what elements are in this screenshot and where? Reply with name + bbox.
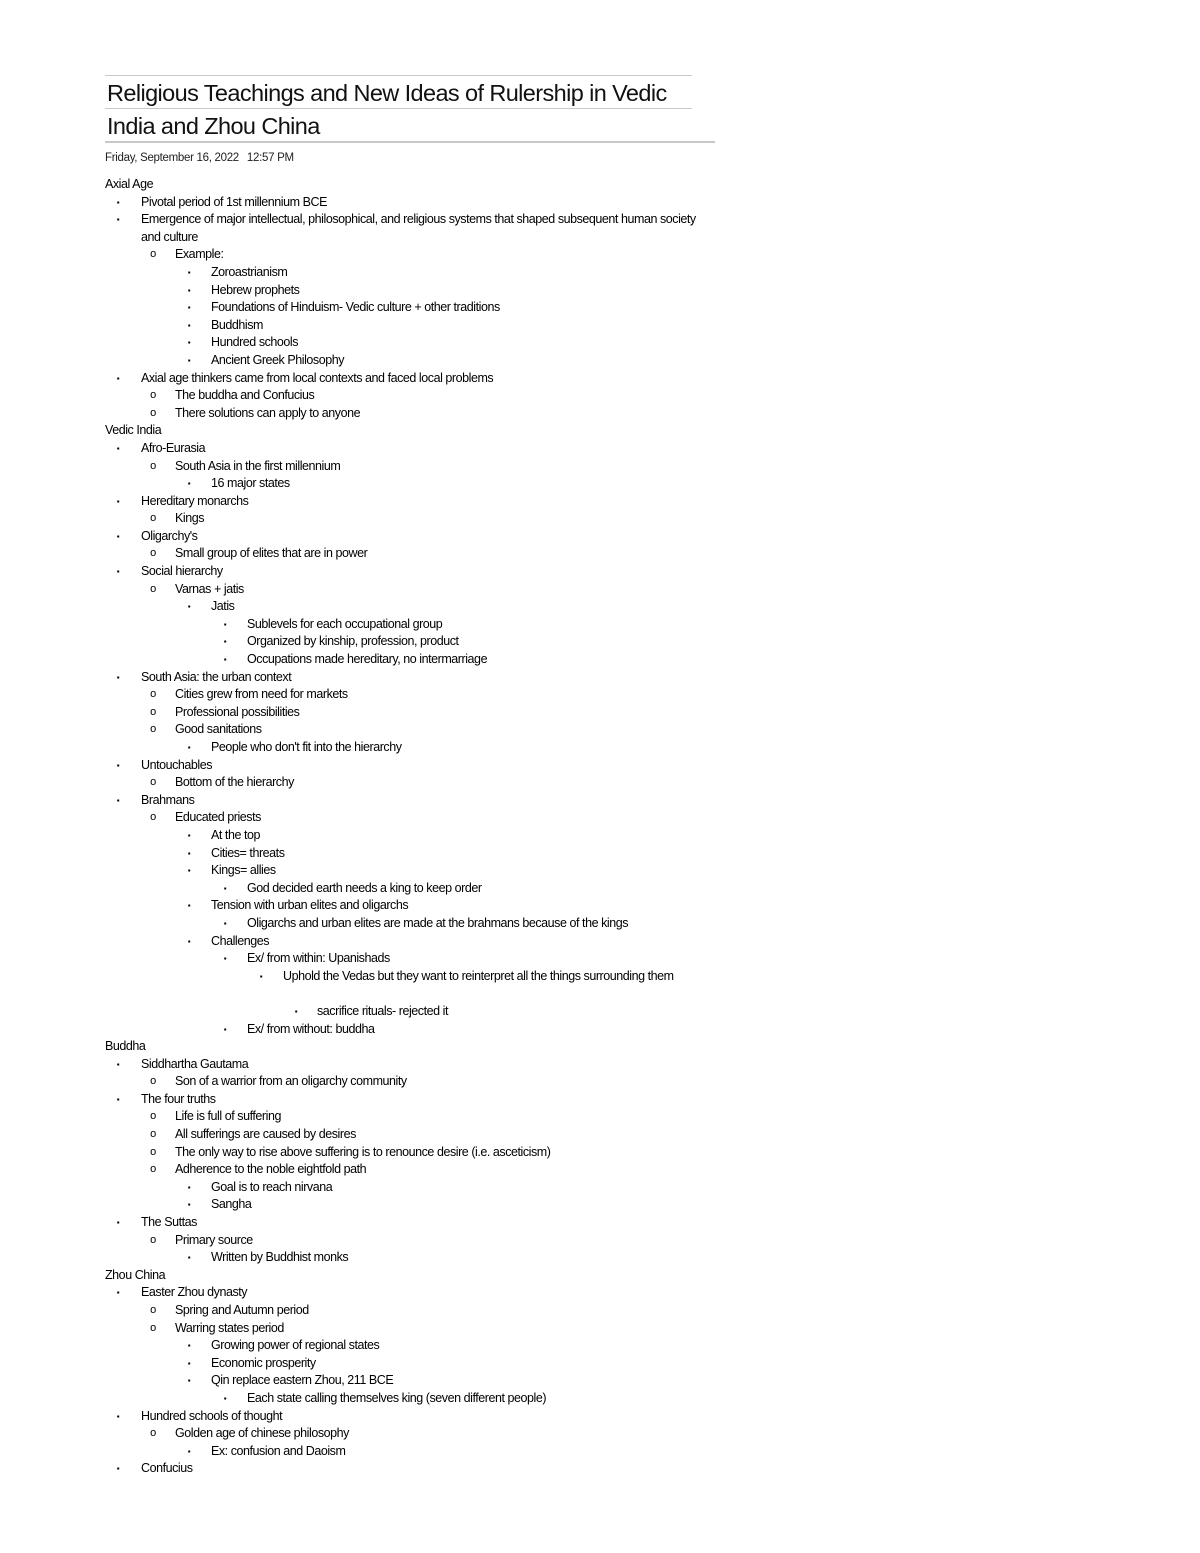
list-item-text: Buddhism <box>211 317 263 332</box>
list-item-text: Uphold the Vedas but they want to reinterpret all the things surrounding them <box>283 968 674 983</box>
list-item[interactable] <box>0 827 1200 845</box>
list-item[interactable] <box>0 510 1200 528</box>
list-item[interactable] <box>0 264 1200 282</box>
list-item[interactable] <box>0 1408 1200 1426</box>
square-bullet-icon: ▪ <box>223 1393 227 1403</box>
note-outline[interactable] <box>0 176 1200 1478</box>
list-item-text: Foundations of Hinduism- Vedic culture + other traditions <box>211 300 500 315</box>
list-item-text: Zoroastrianism <box>211 264 288 279</box>
square-bullet-icon: ▪ <box>187 1182 191 1192</box>
list-item-text: Afro-Eurasia <box>141 440 206 455</box>
note-time: 12:57 PM <box>246 152 294 164</box>
square-bullet-icon: ▪ <box>116 1059 120 1069</box>
list-item[interactable] <box>0 633 1200 651</box>
circle-bullet-icon: o <box>150 1110 156 1123</box>
list-item-text: Ex/ from within: Upanishads <box>247 951 390 966</box>
list-item-text: Example: <box>175 247 224 262</box>
list-item-text: Golden age of chinese philosophy <box>175 1426 349 1441</box>
square-bullet-icon: ▪ <box>187 830 191 840</box>
list-item-text: The four truths <box>141 1091 216 1106</box>
square-bullet-icon: ▪ <box>187 355 191 365</box>
square-bullet-icon: ▪ <box>116 672 120 682</box>
square-bullet-icon: ▪ <box>223 619 227 629</box>
square-bullet-icon: ▪ <box>223 954 227 964</box>
list-item-text: The Suttas <box>141 1215 197 1230</box>
square-bullet-icon: ▪ <box>187 848 191 858</box>
list-item[interactable] <box>0 704 1200 722</box>
list-item-text: Social hierarchy <box>141 564 223 579</box>
section-heading[interactable] <box>0 422 1200 440</box>
list-item[interactable] <box>0 1021 1200 1039</box>
note-title-line-2[interactable]: India and Zhou China <box>107 113 320 139</box>
circle-bullet-icon: o <box>150 547 156 560</box>
list-item-text: Hebrew prophets <box>211 282 300 297</box>
list-item-text: Primary source <box>175 1232 253 1247</box>
circle-bullet-icon: o <box>150 1075 156 1088</box>
list-item-text: Professional possibilities <box>175 704 300 719</box>
list-item-text: Ex: confusion and Daoism <box>211 1443 346 1458</box>
list-item-text: Life is full of suffering <box>175 1109 281 1124</box>
circle-bullet-icon: o <box>150 688 156 701</box>
list-item[interactable] <box>0 721 1200 739</box>
square-bullet-icon: ▪ <box>116 373 120 383</box>
list-item[interactable] <box>0 686 1200 704</box>
list-item[interactable] <box>0 669 1200 687</box>
square-bullet-icon: ▪ <box>187 303 191 313</box>
list-item-text: Written by Buddhist monks <box>211 1250 349 1265</box>
circle-bullet-icon: o <box>150 1163 156 1176</box>
square-bullet-icon: ▪ <box>187 936 191 946</box>
list-item-text: Goal is to reach nirvana <box>211 1179 333 1194</box>
list-item[interactable] <box>0 1425 1200 1443</box>
list-item[interactable] <box>0 1126 1200 1144</box>
square-bullet-icon: ▪ <box>187 1376 191 1386</box>
list-item[interactable] <box>0 581 1200 599</box>
circle-bullet-icon: o <box>150 389 156 402</box>
list-item[interactable] <box>0 282 1200 300</box>
square-bullet-icon: ▪ <box>187 866 191 876</box>
square-bullet-icon: ▪ <box>116 531 120 541</box>
list-item-text: South Asia in the first millennium <box>175 458 341 473</box>
circle-bullet-icon: o <box>150 705 156 718</box>
list-item[interactable] <box>0 493 1200 511</box>
list-item[interactable] <box>0 1091 1200 1109</box>
square-bullet-icon: ▪ <box>116 1218 120 1228</box>
list-item-text: Good sanitations <box>175 722 262 737</box>
list-item-text: Adherence to the noble eightfold path <box>175 1162 367 1177</box>
circle-bullet-icon: o <box>150 1304 156 1316</box>
list-item-text: Cities= threats <box>211 845 285 860</box>
square-bullet-icon: ▪ <box>223 883 227 893</box>
square-bullet-icon: ▪ <box>116 760 120 770</box>
list-item[interactable] <box>0 405 1200 423</box>
title-divider <box>105 141 715 143</box>
list-item-text: The buddha and Confucius <box>175 388 315 403</box>
list-item[interactable] <box>0 563 1200 581</box>
list-item[interactable] <box>0 897 1200 915</box>
list-item[interactable] <box>0 1056 1200 1074</box>
square-bullet-icon: ▪ <box>116 443 120 453</box>
note-timestamp <box>105 152 294 164</box>
list-item-text: South Asia: the urban context <box>141 669 292 684</box>
list-item[interactable] <box>0 1249 1200 1267</box>
square-bullet-icon: ▪ <box>187 901 191 911</box>
square-bullet-icon: ▪ <box>187 1358 191 1368</box>
list-item-text: Untouchables <box>141 757 213 772</box>
list-item-text: Ancient Greek Philosophy <box>211 352 345 367</box>
list-item[interactable] <box>0 317 1200 335</box>
list-item[interactable] <box>0 1355 1200 1373</box>
list-item[interactable] <box>0 1196 1200 1214</box>
list-item[interactable] <box>0 1390 1200 1408</box>
list-item-text: At the top <box>211 827 261 842</box>
square-bullet-icon: ▪ <box>259 971 263 981</box>
list-item[interactable] <box>0 1443 1200 1461</box>
list-item[interactable] <box>0 598 1200 616</box>
list-item[interactable] <box>0 1372 1200 1390</box>
square-bullet-icon: ▪ <box>187 602 191 612</box>
list-item[interactable] <box>0 862 1200 880</box>
list-item[interactable] <box>0 1232 1200 1250</box>
list-item[interactable] <box>0 1144 1200 1162</box>
square-bullet-icon: ▪ <box>187 1341 191 1351</box>
list-item[interactable] <box>0 757 1200 775</box>
list-item[interactable] <box>0 915 1200 933</box>
section-heading[interactable] <box>0 1038 1200 1056</box>
square-bullet-icon: ▪ <box>187 267 191 277</box>
circle-bullet-icon: o <box>150 582 156 595</box>
list-item[interactable] <box>0 1179 1200 1197</box>
list-item[interactable] <box>0 545 1200 563</box>
list-item-text: All sufferings are caused by desires <box>175 1127 356 1142</box>
list-item[interactable] <box>0 651 1200 669</box>
list-item-text: Educated priests <box>175 810 261 825</box>
list-item[interactable] <box>0 299 1200 317</box>
list-item-text: Occupations made hereditary, no intermarriage <box>247 652 488 667</box>
list-item[interactable] <box>0 1073 1200 1091</box>
list-item-text: Pivotal period of 1st millennium BCE <box>141 194 327 209</box>
list-item-text: Hereditary monarchs <box>141 493 249 508</box>
list-item-text: Qin replace eastern Zhou, 211 BCE <box>211 1373 394 1388</box>
list-item-text: Spring and Autumn period <box>175 1303 309 1317</box>
list-item[interactable] <box>0 1214 1200 1232</box>
square-bullet-icon: ▪ <box>116 1094 120 1104</box>
square-bullet-icon: ▪ <box>187 338 191 348</box>
list-item-text: Cities grew from need for markets <box>175 687 348 702</box>
square-bullet-icon: ▪ <box>187 320 191 330</box>
list-item[interactable] <box>0 809 1200 827</box>
note-date: Friday, September 16, 2022 <box>105 152 239 164</box>
list-item-text: Growing power of regional states <box>211 1338 380 1353</box>
list-item-text: Challenges <box>211 933 270 948</box>
section-heading[interactable] <box>0 176 1200 194</box>
list-item-text: Oligarchy's <box>141 528 198 543</box>
list-item-text: 16 major states <box>211 476 290 491</box>
list-item-text: Kings= allies <box>211 863 276 878</box>
list-item-text: Small group of elites that are in power <box>175 546 368 561</box>
list-item-text: Each state calling themselves king (seven different people) <box>247 1390 547 1405</box>
circle-bullet-icon: o <box>150 512 156 525</box>
list-item-text: Brahmans <box>141 792 195 807</box>
list-item-text: The only way to rise above suffering is to renounce desire (i.e. asceticism) <box>175 1144 551 1159</box>
list-item-text: Organized by kinship, profession, product <box>247 634 459 649</box>
list-item[interactable] <box>0 880 1200 898</box>
square-bullet-icon: ▪ <box>116 1464 120 1474</box>
section-heading-text: Vedic India <box>105 423 162 438</box>
list-item-text: Bottom of the hierarchy <box>175 775 294 790</box>
square-bullet-icon: ▪ <box>116 496 120 506</box>
list-item[interactable] <box>0 774 1200 792</box>
list-item[interactable] <box>0 370 1200 388</box>
list-item[interactable] <box>0 475 1200 493</box>
list-item[interactable] <box>0 211 1200 246</box>
square-bullet-icon: ▪ <box>187 743 191 752</box>
square-bullet-icon: ▪ <box>223 1024 227 1034</box>
list-item-text: Warring states period <box>175 1320 284 1335</box>
list-item[interactable] <box>0 933 1200 951</box>
list-item[interactable] <box>0 1284 1200 1302</box>
list-item-text: Hundred schools <box>211 335 299 350</box>
list-item[interactable] <box>0 334 1200 352</box>
square-bullet-icon: ▪ <box>187 1253 191 1263</box>
list-item-text: Confucius <box>141 1461 193 1476</box>
list-item-text: Easter Zhou dynasty <box>141 1285 248 1300</box>
circle-bullet-icon: o <box>150 1145 156 1158</box>
list-item[interactable] <box>0 1460 1200 1478</box>
square-bullet-icon: ▪ <box>294 1006 298 1016</box>
circle-bullet-icon: o <box>150 723 156 736</box>
list-item[interactable] <box>0 739 1200 757</box>
list-item[interactable] <box>0 440 1200 458</box>
list-item-text: People who don't fit into the hierarchy <box>211 740 402 754</box>
list-item-text: Oligarchs and urban elites are made at the brahmans because of the kings <box>247 915 629 930</box>
square-bullet-icon: ▪ <box>223 655 227 665</box>
title-divider <box>105 108 692 109</box>
section-heading[interactable] <box>0 1267 1200 1285</box>
list-item[interactable] <box>0 1003 1200 1021</box>
list-item[interactable] <box>0 246 1200 264</box>
list-item[interactable] <box>0 1302 1200 1320</box>
list-item[interactable] <box>0 950 1200 968</box>
list-item-text: Siddhartha Gautama <box>141 1056 249 1071</box>
square-bullet-icon: ▪ <box>187 1200 191 1210</box>
list-item[interactable] <box>0 1320 1200 1338</box>
square-bullet-icon: ▪ <box>116 215 120 225</box>
title-divider <box>105 75 692 76</box>
square-bullet-icon: ▪ <box>187 479 191 489</box>
circle-bullet-icon: o <box>150 811 156 824</box>
list-item[interactable] <box>0 968 1200 1003</box>
list-item-text: Economic prosperity <box>211 1355 316 1370</box>
list-item[interactable] <box>0 1337 1200 1355</box>
section-heading-text: Axial Age <box>105 177 154 191</box>
square-bullet-icon: ▪ <box>187 285 191 295</box>
circle-bullet-icon: o <box>150 1321 156 1334</box>
square-bullet-icon: ▪ <box>116 567 120 577</box>
square-bullet-icon: ▪ <box>116 795 120 805</box>
list-item-text: sacrifice rituals- rejected it <box>317 1003 448 1018</box>
list-item-text: Ex/ from without: buddha <box>247 1021 375 1036</box>
list-item-text: Hundred schools of thought <box>141 1408 283 1423</box>
circle-bullet-icon: o <box>150 1233 156 1246</box>
list-item-text: There solutions can apply to anyone <box>175 405 361 420</box>
list-item[interactable] <box>0 845 1200 863</box>
square-bullet-icon: ▪ <box>223 918 227 928</box>
list-item-text: Axial age thinkers came from local contexts and faced local problems <box>141 370 494 385</box>
square-bullet-icon: ▪ <box>187 1446 191 1456</box>
list-item[interactable] <box>0 792 1200 810</box>
list-item[interactable] <box>0 1161 1200 1179</box>
list-item[interactable] <box>0 352 1200 370</box>
list-item[interactable] <box>0 616 1200 634</box>
list-item[interactable] <box>0 528 1200 546</box>
list-item[interactable] <box>0 387 1200 405</box>
list-item-text: Kings <box>175 511 205 526</box>
list-item-text: Jatis <box>211 599 235 614</box>
list-item-text: Emergence of major intellectual, philosophical, and religious systems that shaped subsequent human society and culture <box>141 212 696 244</box>
list-item-text: Son of a warrior from an oligarchy community <box>175 1074 407 1089</box>
section-heading-text: Zhou China <box>105 1267 166 1282</box>
circle-bullet-icon: o <box>150 406 156 419</box>
square-bullet-icon: ▪ <box>116 197 120 207</box>
note-title-line-1[interactable]: Religious Teachings and New Ideas of Rulership in Vedic <box>107 80 667 106</box>
square-bullet-icon: ▪ <box>223 637 227 647</box>
list-item-text: Sangha <box>211 1197 252 1212</box>
list-item-text: Tension with urban elites and oligarchs <box>211 898 409 913</box>
list-item-text: Varnas + jatis <box>175 581 244 596</box>
circle-bullet-icon: o <box>150 248 156 261</box>
circle-bullet-icon: o <box>150 1427 156 1440</box>
section-heading-text: Buddha <box>105 1039 146 1054</box>
circle-bullet-icon: o <box>150 459 156 472</box>
list-item[interactable] <box>0 1108 1200 1126</box>
list-item[interactable] <box>0 458 1200 476</box>
square-bullet-icon: ▪ <box>116 1288 120 1298</box>
circle-bullet-icon: o <box>150 776 156 789</box>
list-item[interactable] <box>0 194 1200 212</box>
list-item-text: Sublevels for each occupational group <box>247 616 443 631</box>
square-bullet-icon: ▪ <box>116 1411 120 1421</box>
circle-bullet-icon: o <box>150 1128 156 1141</box>
list-item-text: God decided earth needs a king to keep order <box>247 880 482 895</box>
